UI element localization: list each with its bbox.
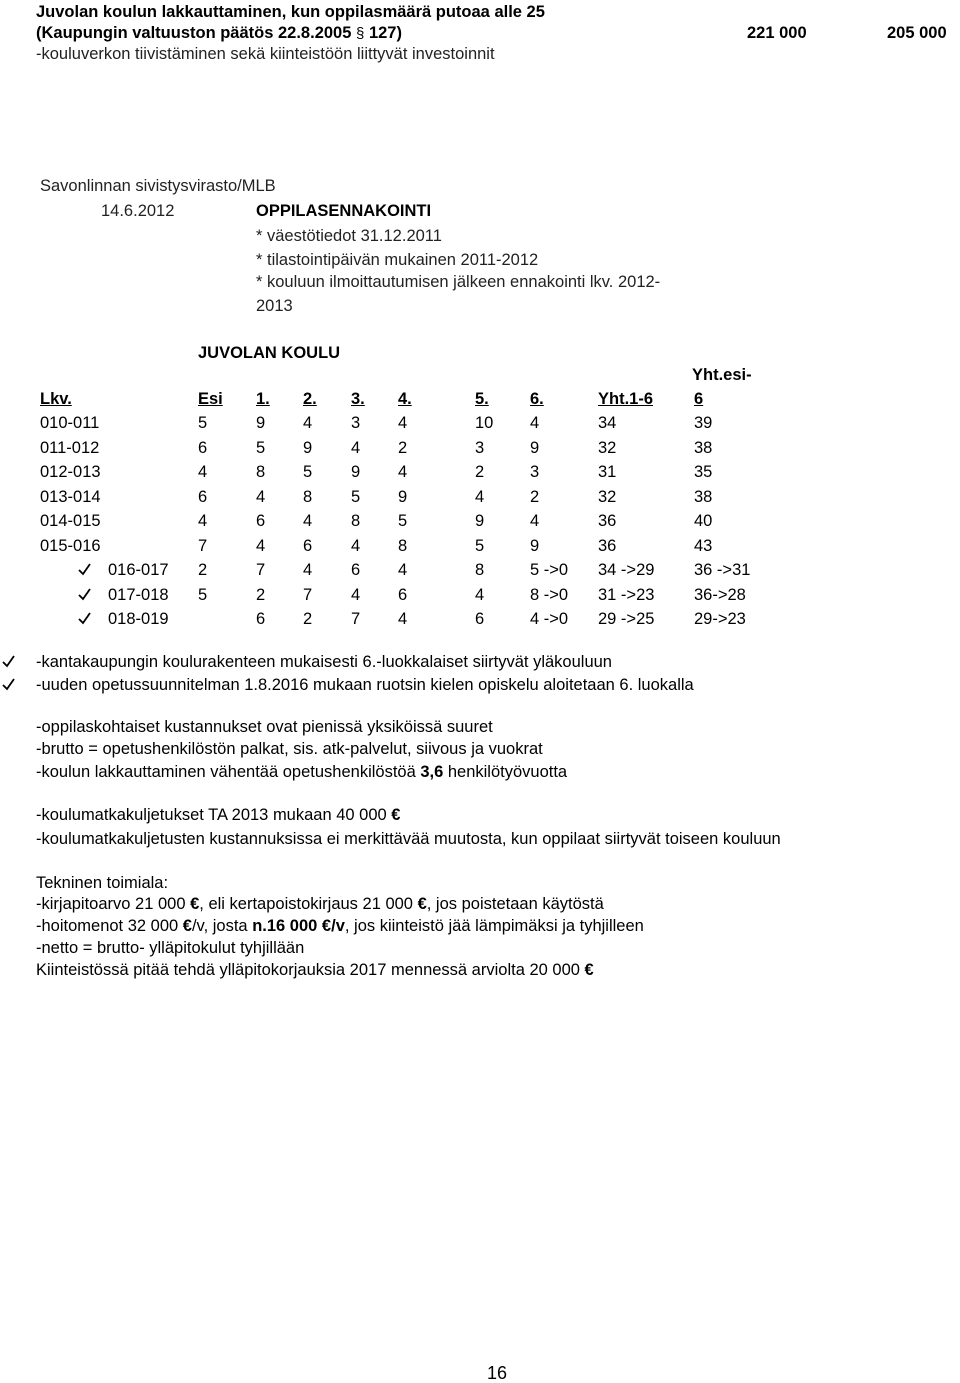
note-statistics: * tilastointipäivän mukainen 2011-2012	[256, 251, 539, 269]
note-bullet-2: -uuden opetussuunnitelman 1.8.2016 mukaan ruotsin kielen opiskelu aloitetaan 6. luokalla	[36, 676, 694, 694]
table-cell: 7	[351, 610, 361, 628]
table-cell: 4 ->0	[530, 610, 569, 628]
note-staff	[36, 764, 567, 781]
euro-sign: €	[182, 917, 192, 935]
table-cell: 43	[694, 536, 713, 555]
check-icon	[2, 655, 15, 668]
note-transport-1	[36, 807, 400, 824]
euro-sign: €	[321, 917, 332, 935]
table-cell: 9	[351, 463, 361, 481]
table-cell: 36->28	[694, 585, 746, 604]
table-row-label: 010-011	[40, 414, 100, 432]
table-cell: 35	[694, 463, 713, 481]
table-cell: 2	[256, 585, 266, 604]
staff-text: -koulun lakkauttaminen vähentää opetushenkilöstöä	[36, 763, 421, 781]
table-header-cell: 6	[694, 390, 704, 408]
table-cell: 3	[351, 414, 361, 432]
table-cell: 5	[303, 463, 313, 481]
table-cell: 5	[256, 438, 266, 457]
table-cell: 34 ->29	[598, 561, 655, 579]
technical-maintenance	[36, 918, 644, 935]
office-name: Savonlinnan sivistysvirasto/MLB	[40, 177, 276, 195]
table-cell: 3	[475, 438, 485, 457]
staff-value: 3,6	[420, 763, 444, 781]
table-cell: 29->23	[694, 610, 746, 628]
note-forecast-year: 2013	[256, 297, 293, 315]
table-cell: 5 ->0	[530, 561, 569, 579]
table-cell: 6	[398, 585, 408, 604]
maintenance-value: n.16 000	[252, 917, 318, 935]
table-cell: 4	[475, 585, 485, 604]
note-cost-1: -oppilaskohtaiset kustannukset ovat pienissä yksiköissä suuret	[36, 718, 493, 736]
table-row-label: 016-017	[108, 561, 169, 579]
technical-net: -netto = brutto- ylläpitokulut tyhjillään	[36, 939, 305, 957]
decision-text: (Kaupungin valtuuston päätös 22.8.2005	[36, 24, 352, 42]
table-cell: 8 ->0	[530, 585, 569, 604]
investment-line: -kouluverkon tiivistäminen sekä kiinteistöön liittyvät investoinnit	[36, 45, 495, 63]
table-cell: 9	[398, 487, 408, 506]
table-cell: 8	[351, 512, 361, 530]
table-cell: 10	[475, 414, 494, 432]
doc-title: Juvolan koulun lakkauttaminen, kun oppilasmäärä putoaa alle 25	[36, 3, 545, 21]
table-cell: 31	[598, 463, 617, 481]
table-cell: 4	[303, 561, 313, 579]
write-off-text: , eli kertapoistokirjaus 21 000	[199, 895, 413, 913]
table-cell: 9	[475, 512, 485, 530]
table-cell: 8	[398, 536, 408, 555]
table-header-cell: 6.	[530, 390, 544, 408]
note-transport-2: -koulumatkakuljetusten kustannuksissa ei merkittävää muutosta, kun oppilaat siirtyvät toiseen kouluun	[36, 830, 781, 848]
table-header-cell: 5.	[475, 390, 489, 408]
table-cell: 2	[303, 610, 313, 628]
write-off-condition: , jos poistetaan käytöstä	[426, 895, 604, 913]
euro-sign: €	[391, 806, 401, 824]
table-cell: 4	[398, 414, 408, 432]
table-cell: 5	[198, 585, 208, 604]
table-cell: 9	[530, 536, 540, 555]
table-cell: 9	[256, 414, 266, 432]
table-row-label: 013-014	[40, 487, 101, 506]
header-total-top: Yht.esi-	[692, 366, 752, 384]
technical-repairs	[36, 962, 594, 979]
table-cell: 6	[351, 561, 361, 579]
table-cell: 31 ->23	[598, 585, 655, 604]
table-cell: 36	[598, 512, 617, 530]
table-header-cell: 1.	[256, 390, 270, 408]
maintenance-sub: /v, josta	[191, 917, 253, 935]
table-cell: 4	[198, 463, 208, 481]
table-cell: 6	[256, 610, 266, 628]
euro-sign: €	[417, 895, 427, 913]
table-header-cell: 3.	[351, 390, 365, 408]
book-value-text: -kirjapitoarvo 21 000	[36, 895, 186, 913]
table-cell: 29 ->25	[598, 610, 655, 628]
note-cost-2: -brutto = opetushenkilöstön palkat, sis. atk-palvelut, siivous ja vuokrat	[36, 740, 543, 758]
table-cell: 7	[198, 536, 208, 555]
decision-reference	[36, 25, 402, 42]
table-cell: 4	[303, 414, 313, 432]
check-icon	[2, 678, 15, 691]
report-heading: OPPILASENNAKOINTI	[256, 202, 432, 220]
table-cell: 6	[198, 438, 208, 457]
table-header-cell: 4.	[398, 390, 412, 408]
table-header-cell: Yht.1-6	[598, 390, 654, 408]
technical-book-value	[36, 896, 604, 913]
table-cell: 4	[351, 585, 361, 604]
check-icon	[78, 563, 91, 576]
table-cell: 38	[694, 487, 713, 506]
table-cell: 7	[256, 561, 266, 579]
table-cell: 9	[530, 438, 540, 457]
page-number: 16	[487, 1363, 508, 1383]
table-row-label: 018-019	[108, 610, 169, 628]
table-cell: 4	[530, 414, 540, 432]
table-cell: 4	[530, 512, 540, 530]
table-cell: 4	[475, 487, 485, 506]
table-cell: 2	[475, 463, 485, 481]
table-cell: 7	[303, 585, 313, 604]
table-cell: 4	[198, 512, 208, 530]
check-icon	[78, 612, 91, 625]
table-cell: 4	[351, 438, 361, 457]
euro-sign: €	[584, 961, 594, 979]
table-row-label: 015-016	[40, 536, 101, 555]
table-cell: 2	[530, 487, 540, 506]
table-cell: 4	[398, 561, 408, 579]
report-date: 14.6.2012	[101, 202, 175, 220]
transport-text: -koulumatkakuljetukset TA 2013 mukaan 40 000	[36, 806, 387, 824]
table-cell: 6	[475, 610, 485, 628]
amount-1: 221 000	[747, 24, 807, 42]
table-row-label: 011-012	[40, 438, 100, 457]
table-cell: 40	[694, 512, 713, 530]
note-population: * väestötiedot 31.12.2011	[256, 227, 442, 245]
amount-2: 205 000	[887, 24, 947, 42]
table-cell: 8	[303, 487, 313, 506]
maintenance-condition: , jos kiinteistö jää lämpimäksi ja tyhjilleen	[344, 917, 644, 935]
table-cell: 5	[351, 487, 361, 506]
table-cell: 5	[198, 414, 208, 432]
decision-number: 127)	[368, 24, 402, 42]
technical-heading: Tekninen toimiala:	[36, 874, 169, 892]
table-cell: 4	[303, 512, 313, 530]
table-cell: 2	[198, 561, 208, 579]
check-icon	[78, 588, 91, 601]
maintenance-text: -hoitomenot 32 000	[36, 917, 179, 935]
table-cell: 5	[475, 536, 485, 555]
table-cell: 32	[598, 487, 617, 506]
table-cell: 4	[351, 536, 361, 555]
table-cell: 8	[256, 463, 266, 481]
section-sign: §	[356, 25, 365, 42]
table-row-label: 014-015	[40, 512, 101, 530]
table-cell: 34	[598, 414, 617, 432]
table-cell: 3	[530, 463, 540, 481]
table-cell: 32	[598, 438, 617, 457]
table-cell: 39	[694, 414, 713, 432]
table-cell: 6	[198, 487, 208, 506]
maintenance-unit: /v	[331, 917, 345, 935]
school-name: JUVOLAN KOULU	[198, 344, 341, 362]
note-forecast: * kouluun ilmoittautumisen jälkeen ennakointi lkv. 2012-	[256, 273, 661, 291]
table-cell: 36 ->31	[694, 561, 751, 579]
table-row-label: 017-018	[108, 585, 169, 604]
table-cell: 36	[598, 536, 617, 555]
table-cell: 8	[475, 561, 485, 579]
table-cell: 4	[256, 487, 266, 506]
euro-sign: €	[190, 895, 200, 913]
table-cell: 38	[694, 438, 713, 457]
table-header-cell: Esi	[198, 390, 223, 408]
table-cell: 4	[398, 610, 408, 628]
table-cell: 4	[256, 536, 266, 555]
repairs-text: Kiinteistössä pitää tehdä ylläpitokorjauksia 2017 mennessä arviolta 20 000	[36, 961, 580, 979]
staff-unit: henkilötyövuotta	[443, 763, 568, 781]
note-bullet-1: -kantakaupungin koulurakenteen mukaisesti 6.-luokkalaiset siirtyvät yläkouluun	[36, 653, 612, 671]
table-cell: 4	[398, 463, 408, 481]
table-cell: 6	[303, 536, 313, 555]
table-cell: 9	[303, 438, 313, 457]
table-cell: 2	[398, 438, 408, 457]
table-cell: 5	[398, 512, 408, 530]
table-header-cell: Lkv.	[40, 390, 72, 408]
table-row-label: 012-013	[40, 463, 101, 481]
table-cell: 6	[256, 512, 266, 530]
table-header-cell: 2.	[303, 390, 317, 408]
